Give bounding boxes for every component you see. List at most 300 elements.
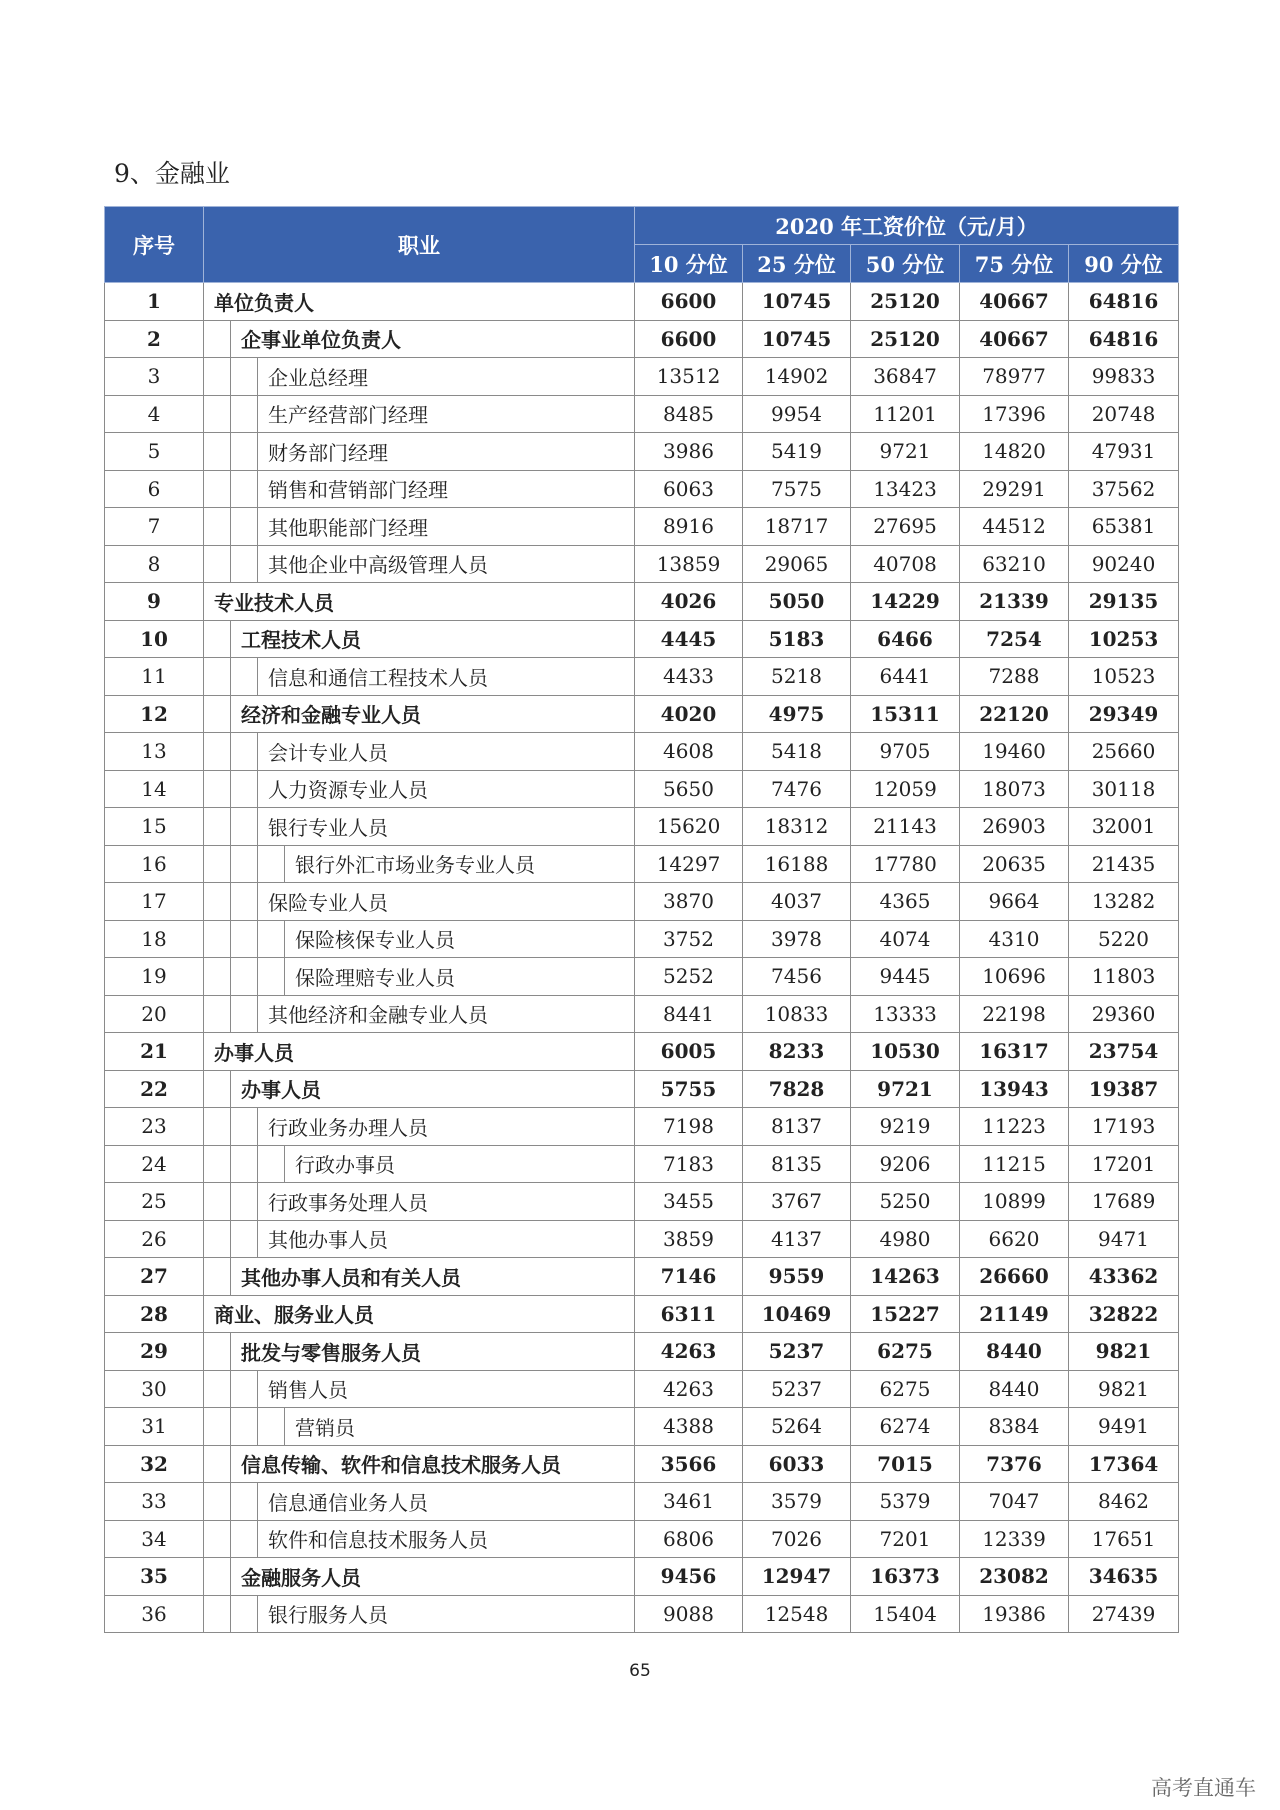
p90-value: 10523 [1069, 658, 1179, 696]
p90-value: 65381 [1069, 508, 1179, 546]
occupation-cell [204, 1483, 635, 1521]
indent-divider [231, 1483, 258, 1520]
indent-divider [204, 1446, 231, 1483]
indent-divider [258, 846, 285, 883]
occupation-cell [204, 658, 635, 696]
p50-value: 9219 [851, 1108, 960, 1146]
table-row [105, 1370, 1179, 1408]
occupation-cell [204, 1220, 635, 1258]
p10-value: 7183 [635, 1145, 743, 1183]
indent-divider [231, 1596, 258, 1633]
p90-value: 43362 [1069, 1258, 1179, 1296]
p75-value: 63210 [960, 545, 1069, 583]
p75-value: 10696 [960, 958, 1069, 996]
header-seq: 序号 [105, 207, 204, 283]
table-row [105, 283, 1179, 321]
p10-value: 6311 [635, 1295, 743, 1333]
occupation-name: 工程技术人员 [241, 628, 361, 653]
p75-value: 40667 [960, 320, 1069, 358]
occupation-cell [204, 620, 635, 658]
indent-divider [231, 358, 258, 395]
occupation-name: 单位负责人 [214, 290, 314, 315]
p25-value: 7476 [743, 770, 851, 808]
indent-divider [231, 958, 258, 995]
indent-divider [204, 808, 231, 845]
table-row [105, 1520, 1179, 1558]
p10-value: 4433 [635, 658, 743, 696]
p25-value: 12548 [743, 1595, 851, 1633]
row-number: 27 [105, 1258, 204, 1296]
indent-divider [204, 883, 231, 920]
occupation-cell [204, 920, 635, 958]
p75-value: 44512 [960, 508, 1069, 546]
occupation-name: 其他经济和金融专业人员 [268, 1003, 488, 1028]
row-number: 32 [105, 1445, 204, 1483]
occupation-cell [204, 1033, 635, 1071]
occupation-cell [204, 508, 635, 546]
p90-value: 10253 [1069, 620, 1179, 658]
occupation-cell [204, 433, 635, 471]
p90-value: 11803 [1069, 958, 1179, 996]
table-row [105, 395, 1179, 433]
occupation-cell [204, 470, 635, 508]
p50-value: 9206 [851, 1145, 960, 1183]
occupation-cell [204, 545, 635, 583]
p50-value: 12059 [851, 770, 960, 808]
row-number: 16 [105, 845, 204, 883]
occupation-name: 其他办事人员和有关人员 [241, 1265, 461, 1290]
p25-value: 10745 [743, 320, 851, 358]
p25-value: 7828 [743, 1070, 851, 1108]
occupation-name: 保险理赔专业人员 [295, 965, 455, 990]
occupation-cell [204, 1520, 635, 1558]
p50-value: 40708 [851, 545, 960, 583]
p10-value: 5755 [635, 1070, 743, 1108]
row-number: 34 [105, 1520, 204, 1558]
table-row [105, 958, 1179, 996]
indent-divider [204, 433, 231, 470]
p50-value: 13423 [851, 470, 960, 508]
occupation-cell [204, 1145, 635, 1183]
p90-value: 32822 [1069, 1295, 1179, 1333]
table-row [105, 620, 1179, 658]
p10-value: 3870 [635, 883, 743, 921]
table-row [105, 358, 1179, 396]
p25-value: 10469 [743, 1295, 851, 1333]
header-p50: 50 分位 [851, 245, 960, 283]
occupation-name: 信息传输、软件和信息技术服务人员 [241, 1453, 561, 1478]
table-row [105, 1333, 1179, 1371]
table-row [105, 995, 1179, 1033]
table-row [105, 1258, 1179, 1296]
indent-divider [258, 1146, 285, 1183]
header-p90: 90 分位 [1069, 245, 1179, 283]
p50-value: 14263 [851, 1258, 960, 1296]
p75-value: 8440 [960, 1370, 1069, 1408]
p10-value: 4388 [635, 1408, 743, 1446]
indent-divider [204, 1371, 231, 1408]
row-number: 4 [105, 395, 204, 433]
indent-divider [231, 808, 258, 845]
p75-value: 21149 [960, 1295, 1069, 1333]
row-number: 17 [105, 883, 204, 921]
p90-value: 9821 [1069, 1370, 1179, 1408]
p10-value: 6600 [635, 320, 743, 358]
p75-value: 23082 [960, 1558, 1069, 1596]
p50-value: 6441 [851, 658, 960, 696]
p75-value: 78977 [960, 358, 1069, 396]
occupation-cell [204, 283, 635, 321]
p90-value: 47931 [1069, 433, 1179, 471]
indent-divider [204, 1483, 231, 1520]
p75-value: 12339 [960, 1520, 1069, 1558]
indent-divider [231, 508, 258, 545]
p50-value: 25120 [851, 320, 960, 358]
p75-value: 26903 [960, 808, 1069, 846]
table-row [105, 1220, 1179, 1258]
p50-value: 6466 [851, 620, 960, 658]
p75-value: 13943 [960, 1070, 1069, 1108]
page-number: 65 [629, 1661, 651, 1681]
p10-value: 4026 [635, 583, 743, 621]
p50-value: 13333 [851, 995, 960, 1033]
occupation-name: 保险专业人员 [268, 890, 388, 915]
p75-value: 8384 [960, 1408, 1069, 1446]
table-row [105, 1070, 1179, 1108]
indent-divider [204, 921, 231, 958]
p50-value: 25120 [851, 283, 960, 321]
p25-value: 9954 [743, 395, 851, 433]
occupation-cell [204, 1558, 635, 1596]
occupation-name: 办事人员 [214, 1040, 294, 1065]
p25-value: 10833 [743, 995, 851, 1033]
occupation-cell [204, 845, 635, 883]
p25-value: 7575 [743, 470, 851, 508]
p50-value: 4980 [851, 1220, 960, 1258]
p90-value: 5220 [1069, 920, 1179, 958]
table-row [105, 1595, 1179, 1633]
p10-value: 3752 [635, 920, 743, 958]
p25-value: 14902 [743, 358, 851, 396]
row-number: 29 [105, 1333, 204, 1371]
row-number: 23 [105, 1108, 204, 1146]
indent-divider [204, 696, 231, 733]
p25-value: 5237 [743, 1370, 851, 1408]
p10-value: 4263 [635, 1370, 743, 1408]
indent-divider [258, 921, 285, 958]
p75-value: 7047 [960, 1483, 1069, 1521]
row-number: 30 [105, 1370, 204, 1408]
p75-value: 6620 [960, 1220, 1069, 1258]
occupation-name: 人力资源专业人员 [268, 778, 428, 803]
p90-value: 23754 [1069, 1033, 1179, 1071]
p25-value: 5237 [743, 1333, 851, 1371]
occupation-cell [204, 358, 635, 396]
watermark: 高考直通车 [1151, 1776, 1256, 1800]
p10-value: 9088 [635, 1595, 743, 1633]
table-row [105, 695, 1179, 733]
header-p75: 75 分位 [960, 245, 1069, 283]
p25-value: 8137 [743, 1108, 851, 1146]
occupation-cell [204, 1333, 635, 1371]
row-number: 11 [105, 658, 204, 696]
occupation-cell [204, 1370, 635, 1408]
p25-value: 7456 [743, 958, 851, 996]
indent-divider [204, 321, 231, 358]
table-row [105, 1483, 1179, 1521]
table-row [105, 1295, 1179, 1333]
p10-value: 8916 [635, 508, 743, 546]
wage-table [104, 206, 1179, 1633]
indent-divider [231, 433, 258, 470]
p50-value: 15311 [851, 695, 960, 733]
row-number: 8 [105, 545, 204, 583]
occupation-name: 保险核保专业人员 [295, 928, 455, 953]
p75-value: 10899 [960, 1183, 1069, 1221]
p50-value: 21143 [851, 808, 960, 846]
indent-divider [204, 1558, 231, 1595]
p50-value: 9721 [851, 1070, 960, 1108]
p75-value: 21339 [960, 583, 1069, 621]
p25-value: 8233 [743, 1033, 851, 1071]
occupation-name: 信息通信业务人员 [268, 1490, 428, 1515]
table-row [105, 470, 1179, 508]
occupation-cell [204, 1258, 635, 1296]
p10-value: 6806 [635, 1520, 743, 1558]
p10-value: 5650 [635, 770, 743, 808]
occupation-name: 办事人员 [241, 1078, 321, 1103]
table-row [105, 545, 1179, 583]
indent-divider [204, 846, 231, 883]
table-row [105, 770, 1179, 808]
header-p25: 25 分位 [743, 245, 851, 283]
table-row [105, 320, 1179, 358]
table-header [105, 207, 1179, 283]
p75-value: 14820 [960, 433, 1069, 471]
row-number: 13 [105, 733, 204, 771]
p50-value: 7201 [851, 1520, 960, 1558]
p50-value: 5250 [851, 1183, 960, 1221]
row-number: 3 [105, 358, 204, 396]
table-row [105, 733, 1179, 771]
indent-divider [231, 1146, 258, 1183]
occupation-name: 其他企业中高级管理人员 [268, 553, 488, 578]
row-number: 19 [105, 958, 204, 996]
p90-value: 99833 [1069, 358, 1179, 396]
header-wage-group: 2020 年工资价位（元/月） [635, 207, 1179, 245]
p90-value: 29349 [1069, 695, 1179, 733]
header-p10: 10 分位 [635, 245, 743, 283]
indent-divider [231, 921, 258, 958]
occupation-cell [204, 808, 635, 846]
indent-divider [204, 621, 231, 658]
indent-divider [204, 1183, 231, 1220]
table-row [105, 1145, 1179, 1183]
row-number: 7 [105, 508, 204, 546]
occupation-cell [204, 395, 635, 433]
p90-value: 17651 [1069, 1520, 1179, 1558]
indent-divider [231, 996, 258, 1033]
table-row [105, 883, 1179, 921]
row-number: 1 [105, 283, 204, 321]
p90-value: 17193 [1069, 1108, 1179, 1146]
indent-divider [231, 733, 258, 770]
p75-value: 16317 [960, 1033, 1069, 1071]
p25-value: 5418 [743, 733, 851, 771]
occupation-name: 商业、服务业人员 [214, 1303, 374, 1328]
occupation-name: 银行专业人员 [268, 815, 388, 840]
p10-value: 4020 [635, 695, 743, 733]
p10-value: 3859 [635, 1220, 743, 1258]
indent-divider [204, 1221, 231, 1258]
occupation-name: 批发与零售服务人员 [241, 1340, 421, 1365]
occupation-name: 会计专业人员 [268, 740, 388, 765]
indent-divider [204, 1408, 231, 1445]
p90-value: 21435 [1069, 845, 1179, 883]
indent-divider [231, 883, 258, 920]
header-occupation: 职业 [204, 207, 635, 283]
p50-value: 14229 [851, 583, 960, 621]
p50-value: 4074 [851, 920, 960, 958]
indent-divider [231, 396, 258, 433]
occupation-cell [204, 1295, 635, 1333]
p75-value: 11215 [960, 1145, 1069, 1183]
p90-value: 37562 [1069, 470, 1179, 508]
p75-value: 7376 [960, 1445, 1069, 1483]
row-number: 26 [105, 1220, 204, 1258]
p25-value: 4137 [743, 1220, 851, 1258]
p90-value: 29360 [1069, 995, 1179, 1033]
p25-value: 5183 [743, 620, 851, 658]
p10-value: 7198 [635, 1108, 743, 1146]
table-row [105, 658, 1179, 696]
p25-value: 5419 [743, 433, 851, 471]
indent-divider [204, 358, 231, 395]
occupation-cell [204, 883, 635, 921]
p50-value: 9445 [851, 958, 960, 996]
p75-value: 20635 [960, 845, 1069, 883]
p10-value: 4263 [635, 1333, 743, 1371]
p50-value: 15404 [851, 1595, 960, 1633]
occupation-name: 其他办事人员 [268, 1228, 388, 1253]
p10-value: 5252 [635, 958, 743, 996]
row-number: 6 [105, 470, 204, 508]
indent-divider [231, 471, 258, 508]
table-row [105, 583, 1179, 621]
indent-divider [204, 1333, 231, 1370]
p25-value: 4037 [743, 883, 851, 921]
occupation-cell [204, 695, 635, 733]
p90-value: 64816 [1069, 283, 1179, 321]
p50-value: 16373 [851, 1558, 960, 1596]
indent-divider [204, 1146, 231, 1183]
p10-value: 9456 [635, 1558, 743, 1596]
row-number: 24 [105, 1145, 204, 1183]
indent-divider [204, 1521, 231, 1558]
row-number: 21 [105, 1033, 204, 1071]
row-number: 22 [105, 1070, 204, 1108]
p10-value: 7146 [635, 1258, 743, 1296]
indent-divider [231, 1408, 258, 1445]
p90-value: 27439 [1069, 1595, 1179, 1633]
p75-value: 17396 [960, 395, 1069, 433]
p10-value: 8441 [635, 995, 743, 1033]
p25-value: 3978 [743, 920, 851, 958]
table-row [105, 433, 1179, 471]
p75-value: 4310 [960, 920, 1069, 958]
p75-value: 26660 [960, 1258, 1069, 1296]
row-number: 25 [105, 1183, 204, 1221]
occupation-cell [204, 1408, 635, 1446]
occupation-name: 财务部门经理 [268, 440, 388, 465]
p90-value: 32001 [1069, 808, 1179, 846]
p75-value: 40667 [960, 283, 1069, 321]
indent-divider [231, 771, 258, 808]
p90-value: 20748 [1069, 395, 1179, 433]
p50-value: 6275 [851, 1370, 960, 1408]
indent-divider [231, 1183, 258, 1220]
p50-value: 7015 [851, 1445, 960, 1483]
occupation-name: 行政业务办理人员 [268, 1115, 428, 1140]
table-row [105, 1183, 1179, 1221]
indent-divider [258, 1408, 285, 1445]
occupation-name: 行政事务处理人员 [268, 1190, 428, 1215]
p50-value: 4365 [851, 883, 960, 921]
occupation-name: 企事业单位负责人 [241, 328, 401, 353]
indent-divider [204, 1071, 231, 1108]
p10-value: 3986 [635, 433, 743, 471]
p10-value: 14297 [635, 845, 743, 883]
row-number: 20 [105, 995, 204, 1033]
occupation-name: 信息和通信工程技术人员 [268, 665, 488, 690]
p25-value: 3767 [743, 1183, 851, 1221]
occupation-cell [204, 583, 635, 621]
table-body [105, 283, 1179, 1633]
p75-value: 9664 [960, 883, 1069, 921]
table-row [105, 1033, 1179, 1071]
p25-value: 3579 [743, 1483, 851, 1521]
indent-divider [204, 396, 231, 433]
row-number: 9 [105, 583, 204, 621]
p10-value: 8485 [635, 395, 743, 433]
row-number: 12 [105, 695, 204, 733]
p25-value: 18717 [743, 508, 851, 546]
row-number: 31 [105, 1408, 204, 1446]
occupation-name: 银行外汇市场业务专业人员 [295, 853, 535, 878]
occupation-name: 生产经营部门经理 [268, 403, 428, 428]
table-row [105, 845, 1179, 883]
p50-value: 27695 [851, 508, 960, 546]
p75-value: 19460 [960, 733, 1069, 771]
row-number: 2 [105, 320, 204, 358]
p50-value: 17780 [851, 845, 960, 883]
occupation-cell [204, 1595, 635, 1633]
p75-value: 18073 [960, 770, 1069, 808]
table-row [105, 1445, 1179, 1483]
p75-value: 22198 [960, 995, 1069, 1033]
p10-value: 13512 [635, 358, 743, 396]
indent-divider [231, 546, 258, 583]
p90-value: 19387 [1069, 1070, 1179, 1108]
occupation-name: 银行服务人员 [268, 1603, 388, 1628]
indent-divider [204, 733, 231, 770]
occupation-name: 金融服务人员 [241, 1565, 361, 1590]
p75-value: 7288 [960, 658, 1069, 696]
p50-value: 11201 [851, 395, 960, 433]
indent-divider [231, 1108, 258, 1145]
p10-value: 13859 [635, 545, 743, 583]
p50-value: 36847 [851, 358, 960, 396]
